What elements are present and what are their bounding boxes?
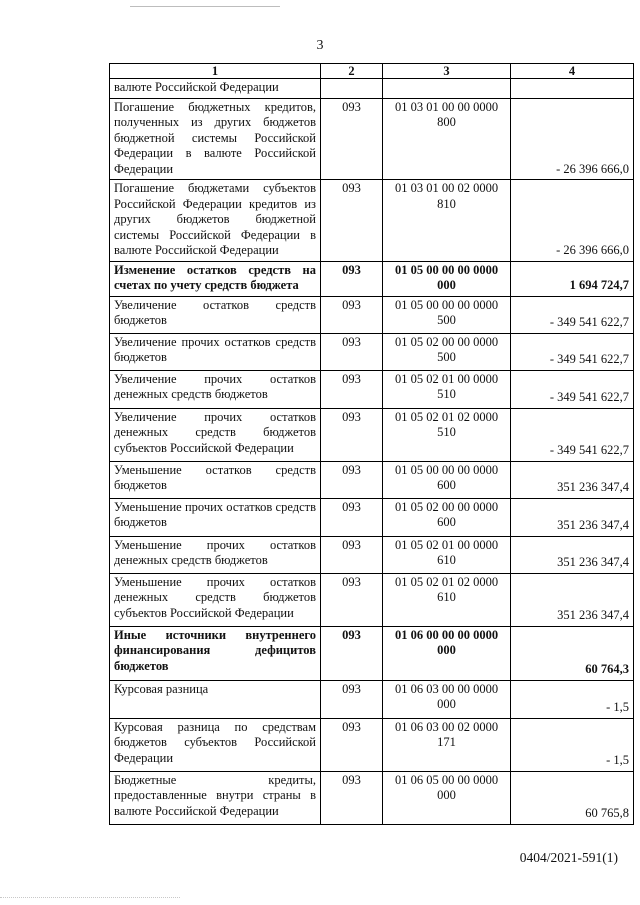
row-sum: 351 236 347,4	[511, 498, 634, 536]
row-code: 093	[321, 333, 383, 370]
table-row	[110, 680, 634, 718]
row-name: Уменьшение прочих остатков денежных средств бюджетов	[110, 536, 321, 573]
row-kbk: 01 06 05 00 00 0000 000	[383, 771, 511, 824]
row-name: Уменьшение прочих остатков денежных средств бюджетов субъектов Российской Федерации	[110, 573, 321, 626]
table-row	[110, 461, 634, 498]
row-name: Увеличение прочих остатков денежных средств бюджетов	[110, 370, 321, 408]
row-kbk: 01 06 00 00 00 0000 000	[383, 626, 511, 680]
row-sum: 60 764,3	[511, 626, 634, 680]
row-name: Уменьшение прочих остатков средств бюджетов	[110, 498, 321, 536]
row-sum: - 349 541 622,7	[511, 408, 634, 461]
table-row	[110, 626, 634, 680]
row-kbk	[383, 79, 511, 99]
row-code: 093	[321, 536, 383, 573]
page-number: 3	[316, 38, 324, 53]
table-row	[110, 180, 634, 262]
scan-bottom-line	[0, 897, 180, 898]
row-code: 093	[321, 573, 383, 626]
row-name: Уменьшение остатков средств бюджетов	[110, 461, 321, 498]
row-sum: - 26 396 666,0	[511, 180, 634, 262]
row-code: 093	[321, 461, 383, 498]
row-sum: 60 765,8	[511, 771, 634, 824]
row-name: Курсовая разница	[110, 680, 321, 718]
row-code: 093	[321, 261, 383, 296]
header-col-4: 4	[511, 64, 634, 79]
row-name: Погашение бюджетами субъектов Российской Федерации кредитов из других бюджетов бюджетной системы Российской Федерации в валюте Российской Федерации	[110, 180, 321, 262]
row-code: 093	[321, 180, 383, 262]
row-name: Увеличение остатков средств бюджетов	[110, 296, 321, 333]
row-kbk: 01 05 00 00 00 0000 000	[383, 261, 511, 296]
row-code: 093	[321, 296, 383, 333]
table-row	[110, 79, 634, 99]
row-code: 093	[321, 370, 383, 408]
header-col-1: 1	[110, 64, 321, 79]
table-row	[110, 333, 634, 370]
table-header-row	[110, 64, 634, 79]
row-code: 093	[321, 718, 383, 771]
row-code: 093	[321, 408, 383, 461]
row-sum: - 26 396 666,0	[511, 98, 634, 180]
row-sum: - 349 541 622,7	[511, 370, 634, 408]
row-name: Иные источники внутреннего финансирования дефицитов бюджетов	[110, 626, 321, 680]
row-sum: - 1,5	[511, 718, 634, 771]
row-name: Бюджетные кредиты, предоставленные внутри страны в валюте Российской Федерации	[110, 771, 321, 824]
header-col-2: 2	[321, 64, 383, 79]
row-kbk: 01 05 00 00 00 0000 500	[383, 296, 511, 333]
row-kbk: 01 05 02 00 00 0000 600	[383, 498, 511, 536]
row-sum: 351 236 347,4	[511, 573, 634, 626]
row-kbk: 01 05 02 01 00 0000 510	[383, 370, 511, 408]
sources-table	[109, 63, 634, 825]
row-sum: - 349 541 622,7	[511, 333, 634, 370]
row-code: 093	[321, 498, 383, 536]
row-kbk: 01 05 02 01 00 0000 610	[383, 536, 511, 573]
row-kbk: 01 06 03 00 00 0000 000	[383, 680, 511, 718]
table-row	[110, 573, 634, 626]
table-row	[110, 536, 634, 573]
row-sum: - 349 541 622,7	[511, 296, 634, 333]
row-kbk: 01 03 01 00 00 0000 800	[383, 98, 511, 180]
row-kbk: 01 05 02 01 02 0000 610	[383, 573, 511, 626]
row-sum	[511, 79, 634, 99]
row-name: Курсовая разница по средствам бюджетов субъектов Российской Федерации	[110, 718, 321, 771]
row-name: Изменение остатков средств на счетах по учету средств бюджета	[110, 261, 321, 296]
row-code: 093	[321, 98, 383, 180]
row-name: Увеличение прочих остатков денежных средств бюджетов субъектов Российской Федерации	[110, 408, 321, 461]
table-row	[110, 98, 634, 180]
row-sum: - 1,5	[511, 680, 634, 718]
row-name: валюте Российской Федерации	[110, 79, 321, 99]
table-row	[110, 498, 634, 536]
table-row	[110, 261, 634, 296]
table-row	[110, 370, 634, 408]
row-sum: 1 694 724,7	[511, 261, 634, 296]
header-col-3: 3	[383, 64, 511, 79]
table-row	[110, 296, 634, 333]
row-name: Увеличение прочих остатков средств бюджетов	[110, 333, 321, 370]
row-code	[321, 79, 383, 99]
table-row	[110, 718, 634, 771]
row-kbk: 01 05 02 01 02 0000 510	[383, 408, 511, 461]
row-sum: 351 236 347,4	[511, 536, 634, 573]
row-sum: 351 236 347,4	[511, 461, 634, 498]
row-kbk: 01 06 03 00 02 0000 171	[383, 718, 511, 771]
row-code: 093	[321, 626, 383, 680]
row-code: 093	[321, 771, 383, 824]
scan-top-line	[130, 6, 280, 7]
table-row	[110, 408, 634, 461]
row-kbk: 01 03 01 00 02 0000 810	[383, 180, 511, 262]
table-row	[110, 771, 634, 824]
row-kbk: 01 05 02 00 00 0000 500	[383, 333, 511, 370]
document-number: 0404/2021-591(1)	[519, 850, 618, 865]
row-code: 093	[321, 680, 383, 718]
row-name: Погашение бюджетных кредитов, полученных из других бюджетов бюджетной системы Российской Федерации в валюте Российской Федерации	[110, 98, 321, 180]
row-kbk: 01 05 00 00 00 0000 600	[383, 461, 511, 498]
